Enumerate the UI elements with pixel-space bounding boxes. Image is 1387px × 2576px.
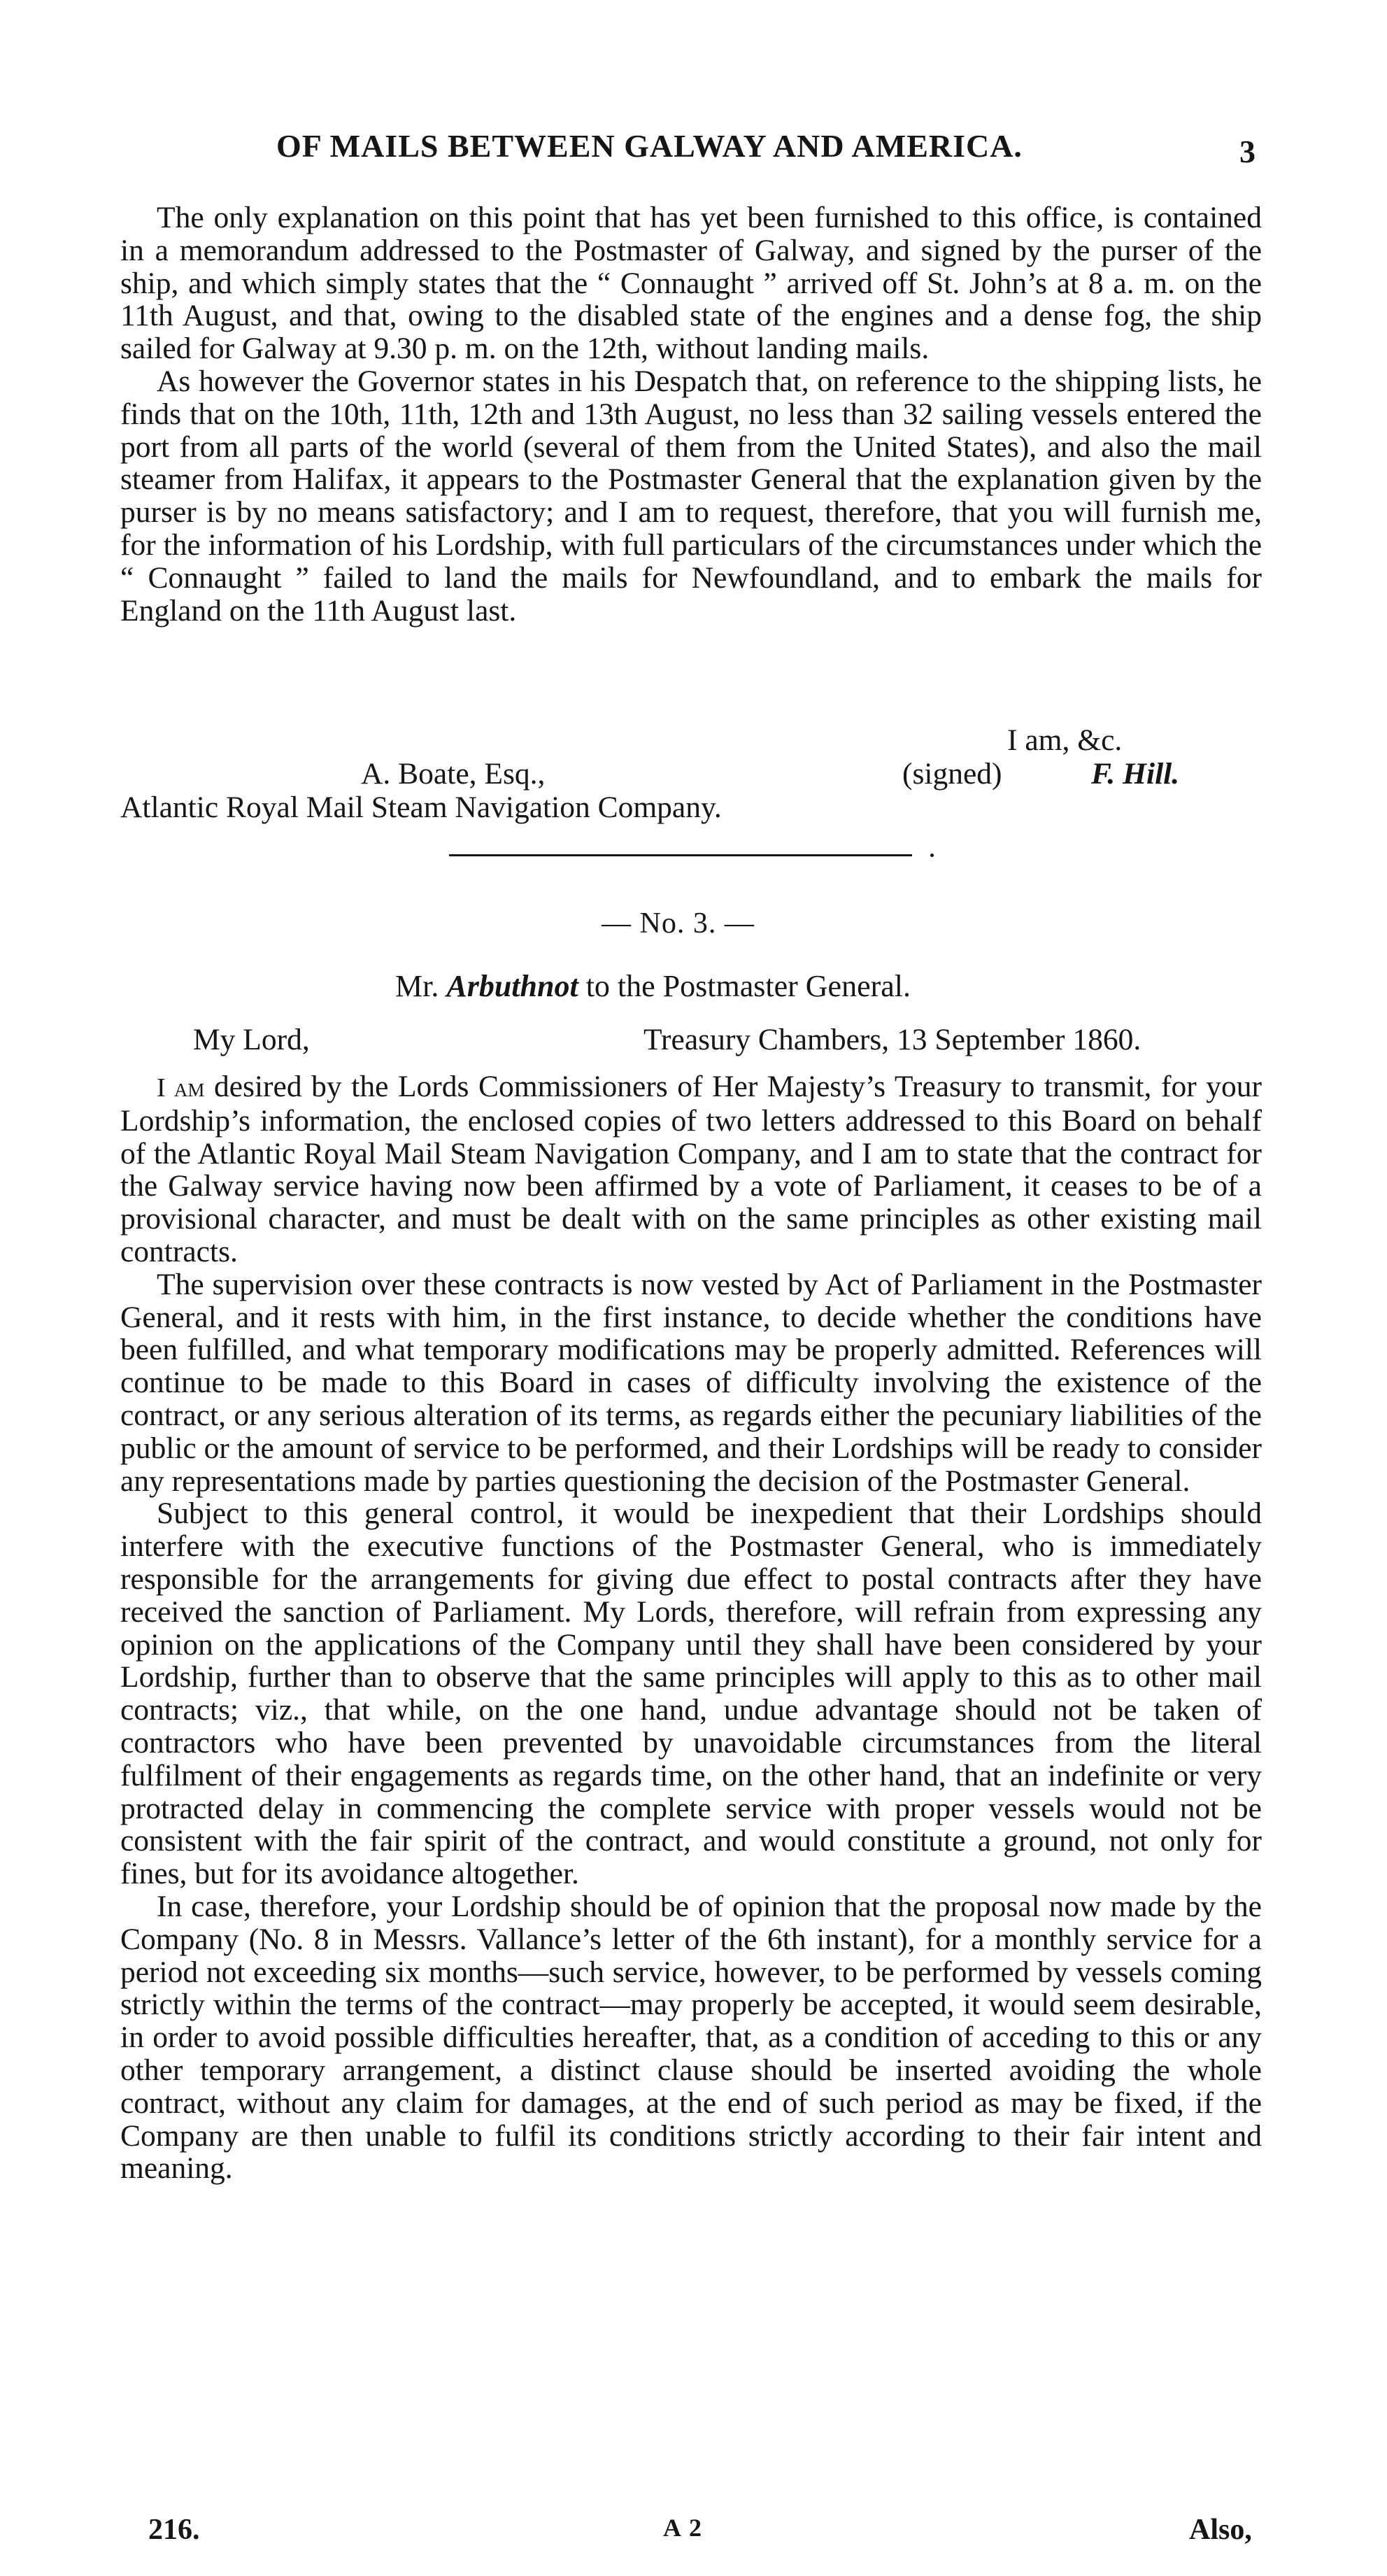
signed-label: (signed): [902, 757, 1002, 791]
company-name: Atlantic Royal Mail Steam Navigation Company.: [120, 791, 722, 824]
opening-words: I am: [157, 1073, 205, 1103]
title-suffix: to the Postmaster General.: [585, 969, 911, 1003]
section-divider: [449, 854, 912, 856]
paragraph: The supervision over these contracts is now vested by Act of Parliament in the Postmaster General, and it rests with him, in the first instance, to decide whether the conditions have been fulfilled, and what temporary modifications may be properly admitted. References will continue to be made to this Board in cases of difficulty involving the existence of the contract, or any serious alteration of its terms, as regards either the pecuniary liabilities of the public or the amount of service to be performed, and their Lordships will be ready to consider any representations made by parties questioning the decision of the Postmaster General.: [120, 1267, 1262, 1498]
signature: F. Hill.: [1091, 757, 1180, 791]
place-date: Treasury Chambers, 13 September 1860.: [643, 1023, 1141, 1056]
addressee: A. Boate, Esq.,: [361, 757, 546, 791]
paragraph: [120, 1070, 1262, 1268]
signature-mark: A 2: [663, 2514, 704, 2542]
letter-2-title: [395, 968, 911, 1004]
document-number: — No. 3. —: [602, 907, 755, 940]
divider-dot: [930, 854, 934, 857]
closing: I am, &c.: [1007, 723, 1123, 757]
sheet-number: 216.: [148, 2514, 200, 2546]
paragraph: The only explanation on this point that has yet been furnished to this office, is contained in a memorandum addressed to the Postmaster of Galway, and signed by the purser of the ship, and which simply states that the “ Connaught ” arrived off St. John’s at 8 a. m. on the 11th August, and that, owing to the disabled state of the engines and a dense fog, the ship sailed for Galway at 9.30 p. m. on the 12th, without landing mails.: [120, 201, 1262, 366]
paragraph: Subject to this general control, it would be inexpedient that their Lordships should interfere with the executive functions of the Postmaster General, who is immediately responsible for the arrangements for giving due effect to postal contracts after they have received the sanction of Parliament. My Lords, therefore, will refrain from expressing any opinion on the applications of the Company until they shall have been considered by your Lordship, further than to observe that the same principles will apply to this as to other mail contracts; viz., that while, on the one hand, undue advantage should not be taken of contractors who have been prevented by unavoidable circumstances from the literal fulfilment of their engagements as regards time, on the other hand, that an indefinite or very protracted delay in commencing the complete service with proper vessels would not be consistent with the fair spirit of the contract, and would constitute a ground, not only for fines, but for its avoidance altogether.: [120, 1496, 1262, 1891]
catchword: Also,: [1189, 2514, 1252, 2546]
paragraph: In case, therefore, your Lordship should be of opinion that the proposal now made by the Company (No. 8 in Messrs. Vallance’s letter of the 6th instant), for a monthly service for a period not exceeding six months—such service, however, to be performed by vessels coming strictly within the terms of the contract—may properly be accepted, it would seem desirable, in order to avoid possible difficulties hereafter, that, as a condition of acceding to this or any other temporary arrangement, a distinct clause should be inserted avoiding the whole contract, without any claim for damages, at the end of such period as may be fixed, if the Company are then unable to fulfil its conditions strictly according to their fair intent and meaning.: [120, 1889, 1262, 2186]
title-prefix: Mr.: [395, 969, 439, 1003]
paragraph-text: desired by the Lords Commissioners of Her Majesty’s Treasury to transmit, for your Lordship’s information, the enclosed copies of two letters addressed to this Board on behalf of the Atlantic Royal Mail Steam Navigation Company, and I am to state that the contract for the Galway service having now been affirmed by a vote of Parliament, it ceases to be of a provisional character, and must be dealt with on the same principles as other existing mail contracts.: [120, 1070, 1262, 1268]
page-number: 3: [1239, 134, 1256, 169]
title-name: Arbuthnot: [446, 969, 578, 1003]
letter-1-body: [120, 201, 1262, 627]
salutation: My Lord,: [193, 1023, 310, 1056]
paragraph: As however the Governor states in his Despatch that, on reference to the shipping lists, he finds that on the 10th, 11th, 12th and 13th August, no less than 32 sailing vessels entered the port from all parts of the world (several of them from the United States), and also the mail steamer from Halifax, it appears to the Postmaster General that the explanation given by the purser is by no means satisfactory; and I am to request, therefore, that you will furnish me, for the information of his Lordship, with full particulars of the circumstances under which the “ Connaught ” failed to land the mails for Newfoundland, and to embark the mails for England on the 11th August last.: [120, 364, 1262, 628]
letter-2-body: [120, 1070, 1262, 2185]
running-head: OF MAILS BETWEEN GALWAY AND AMERICA.: [276, 128, 1023, 164]
